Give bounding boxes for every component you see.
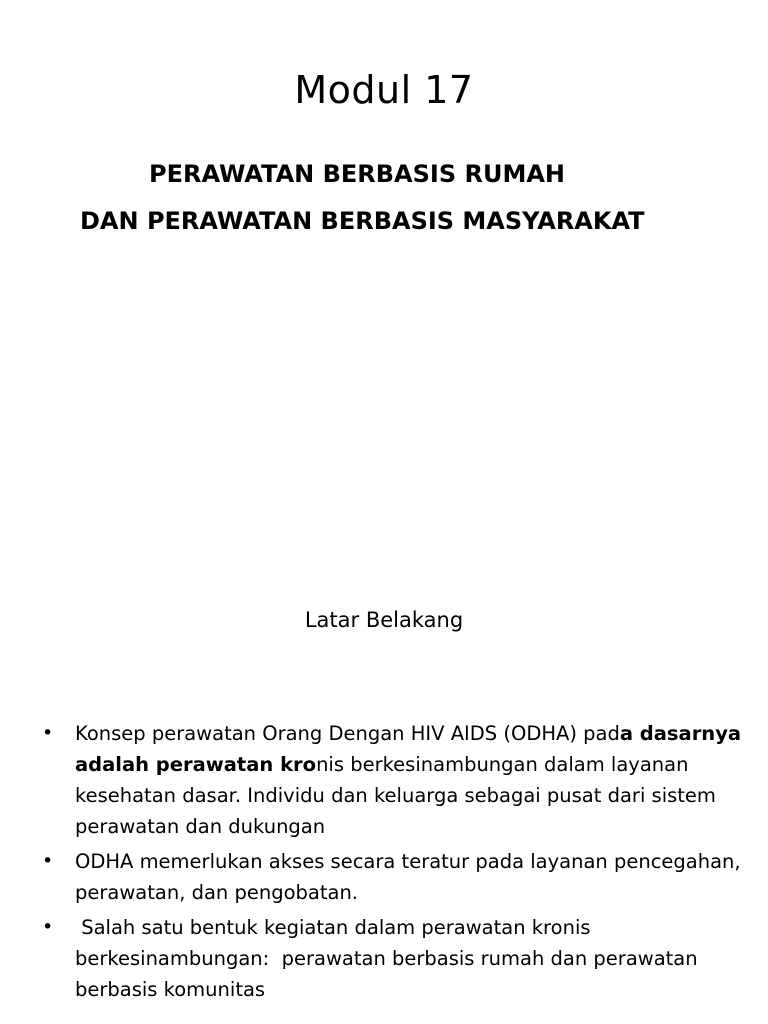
bullet-1-text: Konsep perawatan Orang Dengan HIV AIDS (ODHA) pad: [75, 722, 620, 745]
bullet-icon: •: [42, 916, 54, 938]
bullet-item-3: [42, 912, 752, 1005]
subtitle-line-1: PERAWATAN BERBASIS RUMAH: [149, 160, 565, 188]
section-heading: Latar Belakang: [304, 608, 464, 632]
bullet-2-text: ODHA memerlukan akses secara teratur pada layanan pencegahan, perawatan, dan pengobatan.: [75, 850, 741, 904]
bullet-item-2: [42, 846, 752, 908]
bullet-icon: •: [42, 850, 54, 872]
bullet-icon: •: [42, 722, 54, 744]
bullet-1-bold-text: a dasarnya adalah perawatan kro: [75, 722, 742, 776]
subtitle-line-2: DAN PERAWATAN BERBASIS MASYARAKAT: [80, 207, 645, 235]
bullet-3-text: Salah satu bentuk kegiatan dalam perawatan kronis berkesinambungan: perawatan berbasis rumah dan perawatan berbasis komunitas: [75, 916, 704, 1001]
bullet-1-text-rest: nis berkesinambungan dalam layanan kesehatan dasar. Individu dan keluarga sebagai pusat dari sistem perawatan dan dukungan: [75, 753, 716, 838]
bullet-item-1: [42, 718, 752, 842]
slide-title: Modul 17: [294, 68, 474, 112]
bullet-list: [42, 718, 752, 1009]
